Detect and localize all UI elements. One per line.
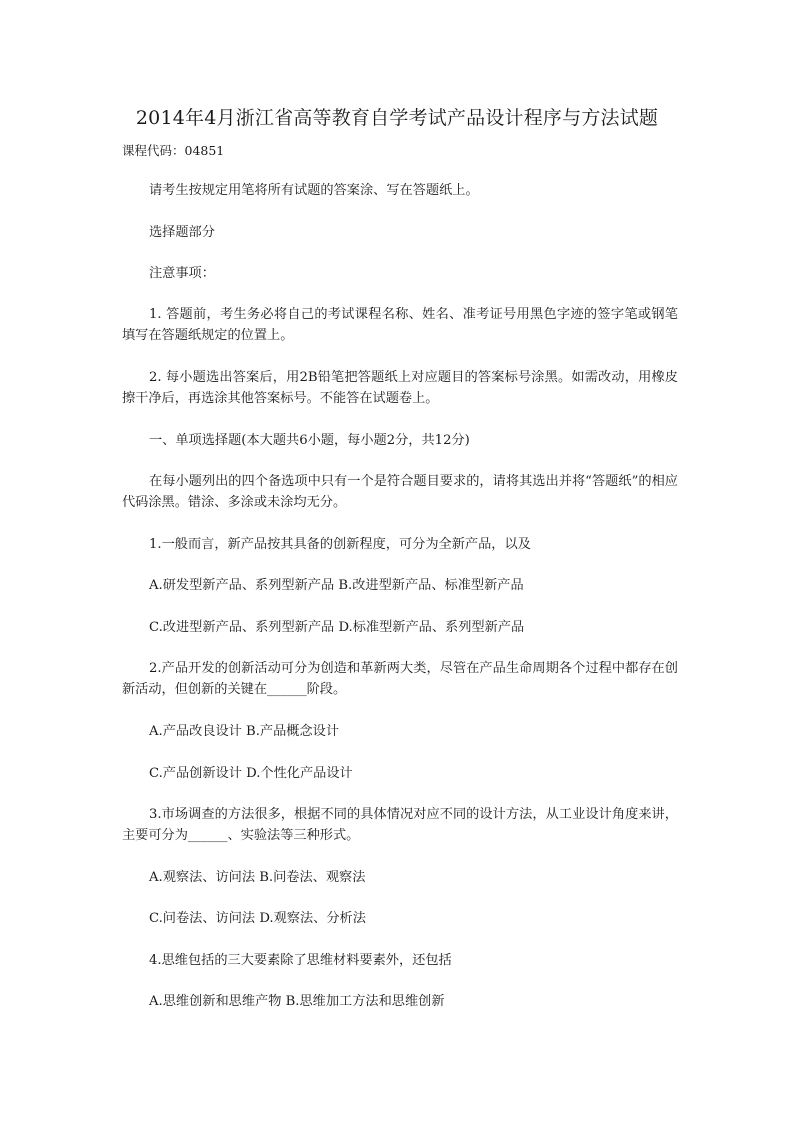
question-2-options-ab: A.产品改良设计 B.产品概念设计 — [149, 724, 340, 739]
question-4-options-ab: A.思维创新和思维产物 B.思维加工方法和思维创新 — [149, 994, 445, 1009]
question-3: 3.市场调查的方法很多，根据不同的具体情况对应不同的设计方法，从工业设计角度来讲，主要可分为______、实验法等三种形式。 — [122, 807, 678, 843]
notice-heading: 注意事项： — [149, 266, 215, 281]
instruction-text: 请考生按规定用笔将所有试题的答案涂、写在答题纸上。 — [149, 183, 479, 198]
question-3-options-ab: A.观察法、访问法 B.问卷法、观察法 — [149, 870, 366, 885]
question-section-heading: 一、单项选择题(本大题共6小题，每小题2分，共12分) — [149, 433, 470, 448]
notice-item-2: 2. 每小题选出答案后，用2B铅笔把答题纸上对应题目的答案标号涂黑。如需改动，用橡皮擦干净后，再选涂其他答案标号。不能答在试题卷上。 — [122, 370, 678, 406]
notice-item-1: 1. 答题前，考生务必将自己的考试课程名称、姓名、准考证号用黑色字迹的签字笔或钢笔填写在答题纸规定的位置上。 — [122, 307, 678, 343]
question-4: 4.思维包括的三大要素除了思维材料要素外，还包括 — [149, 953, 452, 968]
document-title: 2014年4月浙江省高等教育自学考试产品设计程序与方法试题 — [135, 107, 659, 129]
section-instructions: 在每小题列出的四个备选项中只有一个是符合题目要求的，请将其选出并将“答题纸”的相应代码涂黑。错涂、多涂或未涂均无分。 — [122, 474, 678, 510]
question-1: 1.一般而言，新产品按其具备的创新程度，可分为全新产品，以及 — [149, 537, 531, 552]
question-1-options-ab: A.研发型新产品、系列型新产品 B.改进型新产品、标准型新产品 — [149, 578, 524, 593]
question-2: 2.产品开发的创新活动可分为创造和革新两大类，尽管在产品生命周期各个过程中都存在创新活动，但创新的关键在______阶段。 — [122, 661, 678, 697]
section-heading: 选择题部分 — [149, 225, 215, 240]
question-1-options-cd: C.改进型新产品、系列型新产品 D.标准型新产品、系列型新产品 — [149, 620, 525, 635]
course-code: 课程代码：04851 — [122, 143, 225, 158]
question-2-options-cd: C.产品创新设计 D.个性化产品设计 — [149, 766, 353, 781]
question-3-options-cd: C.问卷法、访问法 D.观察法、分析法 — [149, 911, 366, 926]
